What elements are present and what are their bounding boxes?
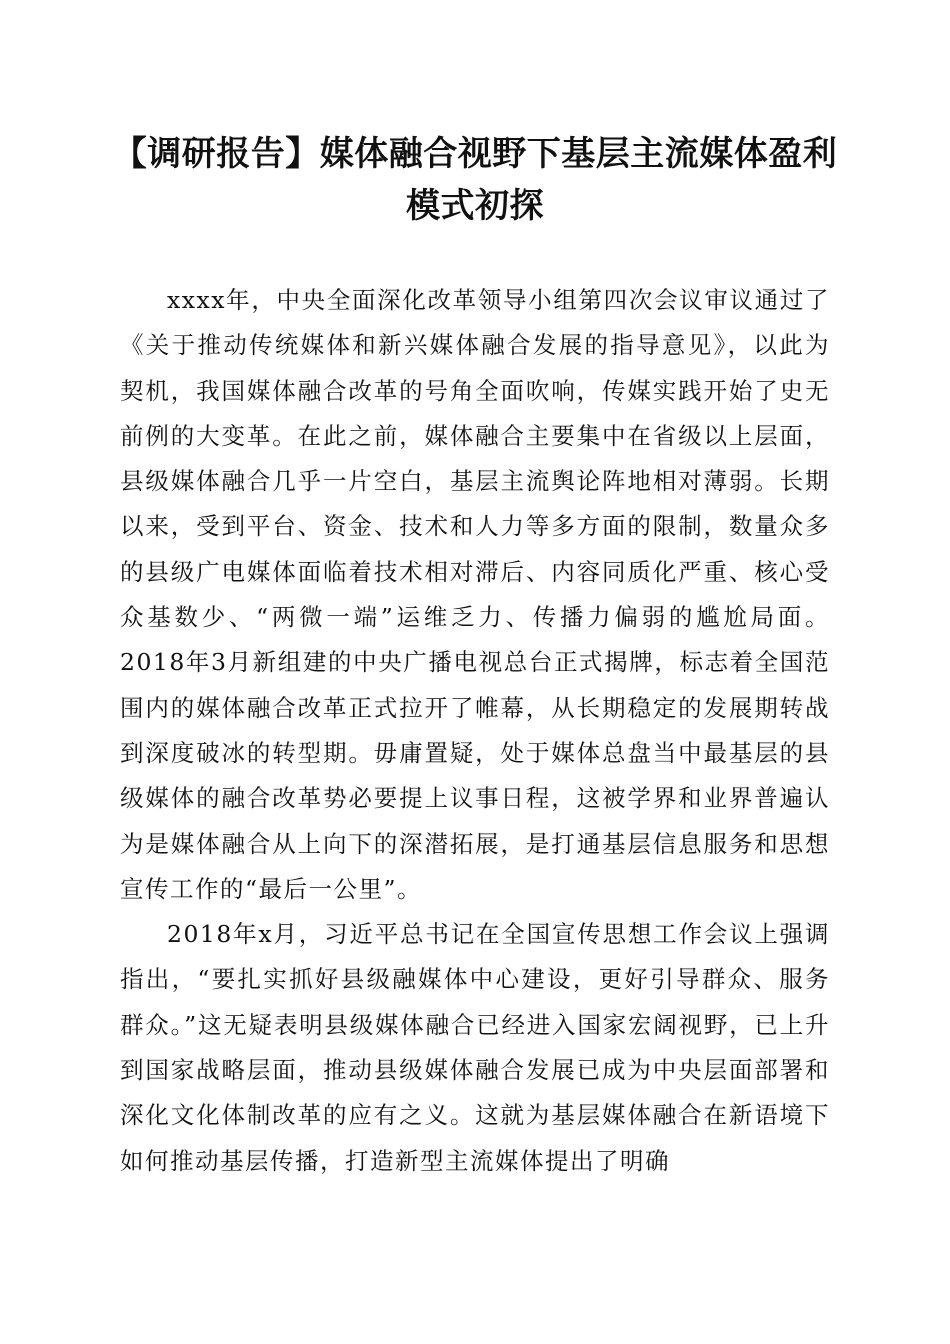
paragraph-1: xxxx年，中央全面深化改革领导小组第四次会议审议通过了《关于推动传统媒体和新兴媒体融合发展的指导意见》，以此为契机，我国媒体融合改革的号角全面吹响，传媒实践开始了史无前例的大变革。在此之前，媒体融合主要集中在省级以上层面，县级媒体融合几乎一片空白，基层主流舆论阵地相对薄弱。长期以来，受到平台、资金、技术和人力等多方面的限制，数量众多的县级广电媒体面临着技术相对滞后、内容同质化严重、核心受众基数少、“两微一端”运维乏力、传播力偏弱的尴尬局面。2018年3月新组建的中央广播电视总台正式揭牌，标志着全国范围内的媒体融合改革正式拉开了帷幕，从长期稳定的发展期转战到深度破冰的转型期。毋庸置疑，处于媒体总盘当中最基层的县级媒体的融合改革势必要提上议事日程，这被学界和业界普遍认为是媒体融合从上向下的深潜拓展，是打通基层信息服务和思想宣传工作的“最后一公里”。 (120, 286, 830, 903)
document-body (120, 278, 830, 1184)
paragraph-2: 2018年x月，习近平总书记在全国宣传思想工作会议上强调指出，“要扎实抓好县级融媒体中心建设，更好引导群众、服务群众。”这无疑表明县级媒体融合已经进入国家宏阔视野，已上升到国家战略层面，推动县级媒体融合发展已成为中央层面部署和深化文化体制改革的应有之义。这就为基层媒体融合在新语境下如何推动基层传播，打造新型主流媒体提出了明确 (120, 920, 830, 1175)
document-title: 【调研报告】媒体融合视野下基层主流媒体盈利模式初探 (112, 134, 838, 226)
